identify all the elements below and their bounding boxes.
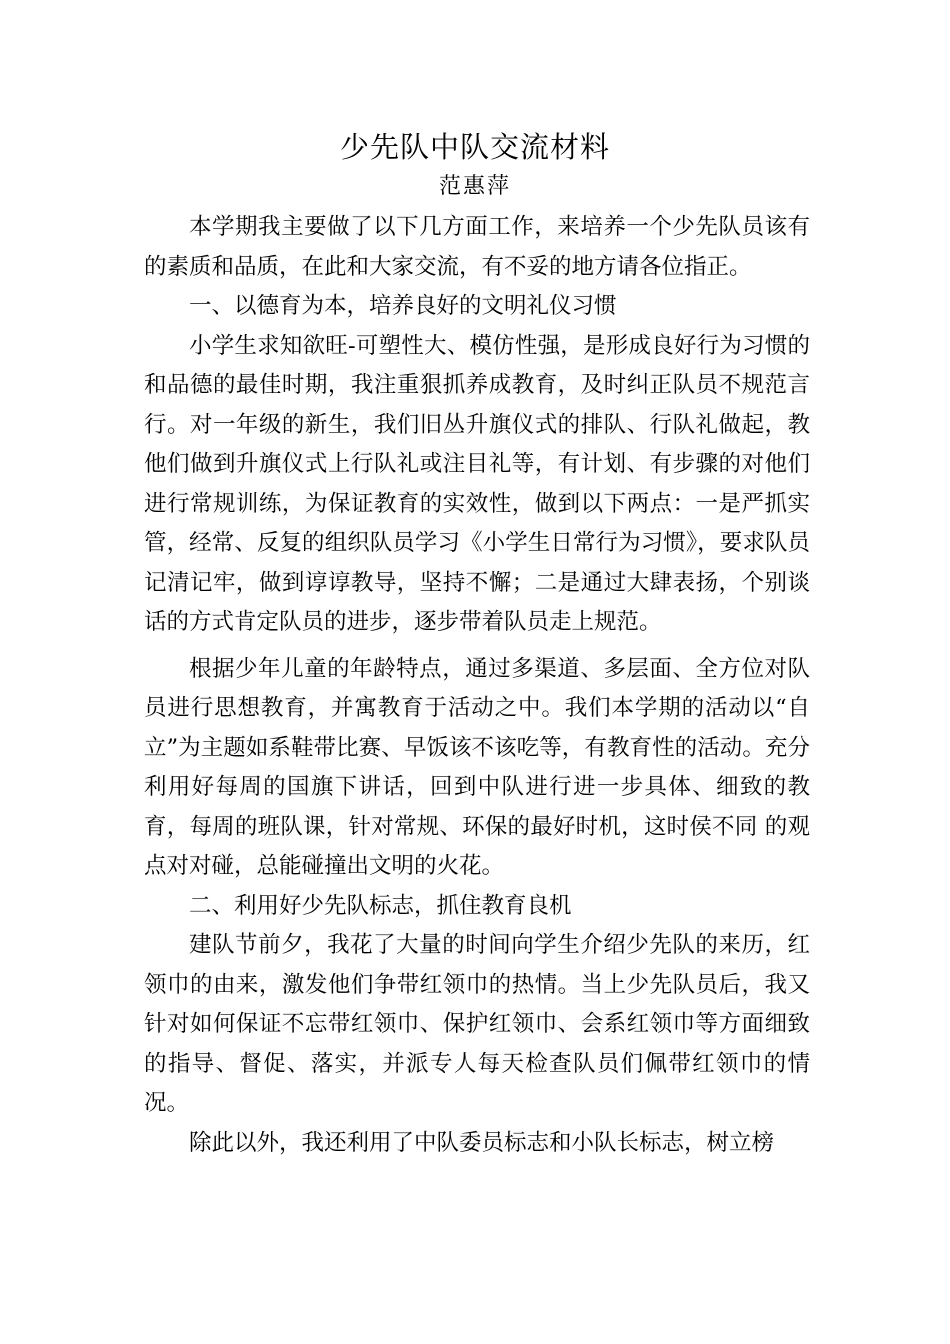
paragraph-section-2-a: 建队节前夕，我花了大量的时间向学生介绍少先队的来历，红领巾的由来，激发他们争带红领巾的热情。当上少先队员后，我又针对如何保证不忘带红领巾、保护红领巾、会系红领巾等方面细致的指导、督促、落实，并派专人每天检查队员们佩带红领巾的情况。 [144, 932, 810, 1116]
paragraph-intro: 本学期我主要做了以下几方面工作，来培养一个少先队员该有的素质和品质，在此和大家交流，有不妥的地方请各位指正。 [144, 214, 810, 280]
paragraph-section-2-b: 除此以外，我还利用了中队委员标志和小队长标志，树立榜 [189, 1129, 775, 1156]
paragraph-section-1-b: 根据少年儿童的年龄特点，通过多渠道、多层面、全方位对队员进行思想教育，并寓教育于活动之中。我们本学期的活动以“自立”为主题如系鞋带比赛、早饭该不该吃等，有教育性的活动。充分利用好每周的国旗下讲话，回到中队进行进一步具体、细致的教育，每周的班队课，针对常规、环保的最好时机，这时侯不同 的观点对对碰，总能碰撞出文明的火花。 [144, 655, 810, 879]
section-heading-2: 二、利用好少先队标志，抓住教育良机 [189, 892, 572, 919]
paragraph-section-1-a: 小学生求知欲旺-可塑性大、模仿性强，是形成良好行为习惯的和品德的最佳时期，我注重狠抓养成教育，及时纠正队员不规范言行。对一年级的新生，我们旧丛升旗仪式的排队、行队礼做起，教他们做到升旗仪式上行队礼或注目礼等，有计划、有步骤的对他们进行常规训练，为保证教育的实效性，做到以下两点：一是严抓实管，经常、反复的组织队员学习《小学生日常行为习惯》，要求队员记清记牢，做到谆谆教导，坚持不懈；二是通过大肆表扬，个别谈话的方式肯定队员的进步，逐步带着队员走上规范。 [144, 332, 810, 635]
document-author: 范惠萍 [438, 174, 511, 199]
document-body [144, 208, 810, 1163]
document-title: 少先队中队交流材料 [339, 130, 610, 164]
section-heading-1: 一、以德育为本，培养良好的文明礼仪习惯 [189, 293, 617, 319]
